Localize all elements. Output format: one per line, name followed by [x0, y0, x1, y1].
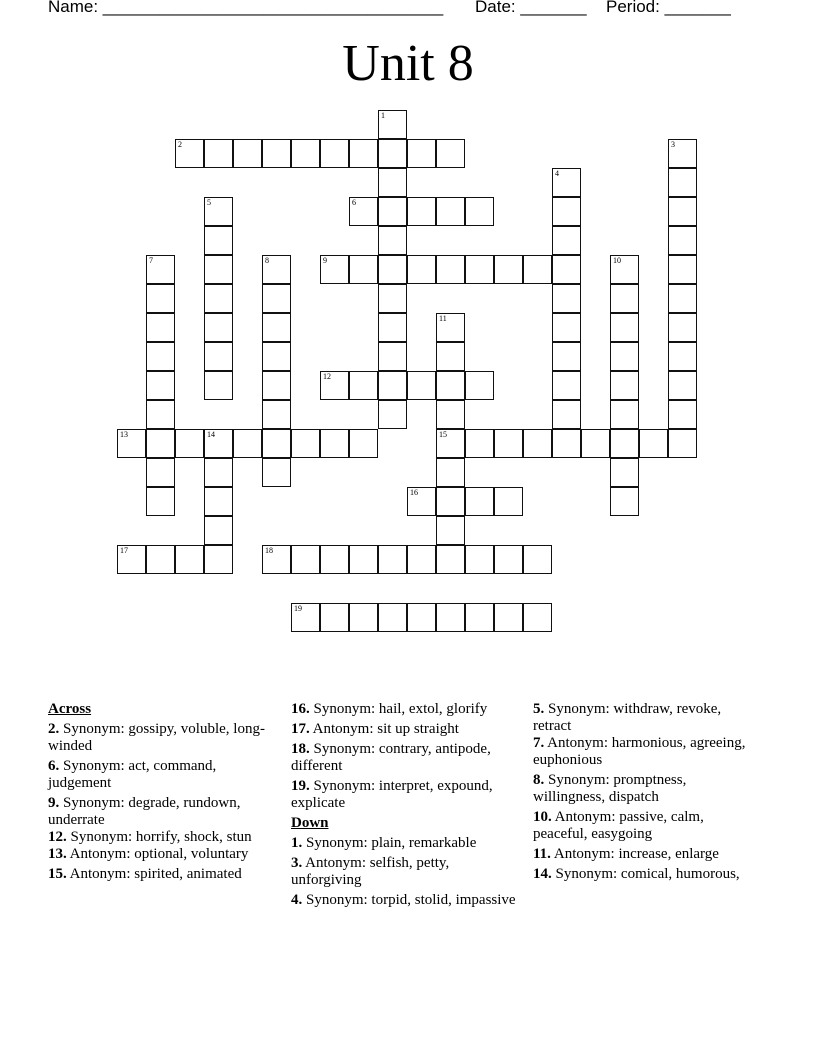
- crossword-cell[interactable]: [146, 429, 175, 458]
- crossword-cell[interactable]: [668, 371, 697, 400]
- crossword-cell[interactable]: [320, 603, 349, 632]
- crossword-cell[interactable]: [291, 603, 320, 632]
- crossword-cell[interactable]: [581, 429, 610, 458]
- crossword-cell[interactable]: [552, 400, 581, 429]
- crossword-cell[interactable]: [349, 255, 378, 284]
- crossword-cell[interactable]: [436, 487, 465, 516]
- crossword-cell[interactable]: [378, 342, 407, 371]
- crossword-cell[interactable]: [146, 313, 175, 342]
- crossword-cell[interactable]: [204, 197, 233, 226]
- crossword-cell[interactable]: [204, 429, 233, 458]
- crossword-cell[interactable]: [320, 545, 349, 574]
- crossword-cell[interactable]: [465, 371, 494, 400]
- clue-across-9: 9. Synonym: degrade, rundown, underrate: [48, 795, 241, 828]
- crossword-cell[interactable]: [262, 313, 291, 342]
- crossword-cell[interactable]: [668, 139, 697, 168]
- clue-number: 16: [410, 488, 418, 497]
- crossword-cell[interactable]: [494, 429, 523, 458]
- crossword-cell[interactable]: [204, 342, 233, 371]
- crossword-cell[interactable]: [291, 545, 320, 574]
- crossword-cell[interactable]: [349, 371, 378, 400]
- across-heading: Across: [48, 701, 92, 717]
- crossword-cell[interactable]: [552, 197, 581, 226]
- crossword-cell[interactable]: [610, 255, 639, 284]
- crossword-cell[interactable]: [233, 429, 262, 458]
- crossword-cell[interactable]: [465, 545, 494, 574]
- crossword-cell[interactable]: [436, 255, 465, 284]
- crossword-cell[interactable]: [407, 603, 436, 632]
- crossword-cell[interactable]: [204, 487, 233, 516]
- crossword-cell[interactable]: [146, 371, 175, 400]
- crossword-cell[interactable]: [378, 400, 407, 429]
- crossword-cell[interactable]: [204, 371, 233, 400]
- clue-number: 11: [439, 314, 447, 323]
- crossword-cell[interactable]: [552, 284, 581, 313]
- crossword-cell[interactable]: [436, 545, 465, 574]
- crossword-cell[interactable]: [349, 545, 378, 574]
- crossword-cell[interactable]: [465, 197, 494, 226]
- crossword-cell[interactable]: [378, 139, 407, 168]
- crossword-cell[interactable]: [436, 371, 465, 400]
- crossword-cell[interactable]: [610, 284, 639, 313]
- crossword-cell[interactable]: [378, 255, 407, 284]
- crossword-cell[interactable]: [175, 545, 204, 574]
- crossword-cell[interactable]: [407, 197, 436, 226]
- crossword-cell[interactable]: [436, 313, 465, 342]
- crossword-cell[interactable]: [668, 226, 697, 255]
- crossword-cell[interactable]: [523, 545, 552, 574]
- crossword-cell[interactable]: [378, 226, 407, 255]
- crossword-cell[interactable]: [407, 545, 436, 574]
- crossword-cell[interactable]: [378, 110, 407, 139]
- clue-down-5: 5. Synonym: withdraw, revoke, retract: [533, 701, 722, 734]
- crossword-cell[interactable]: [291, 139, 320, 168]
- crossword-cell[interactable]: [668, 255, 697, 284]
- crossword-cell[interactable]: [436, 603, 465, 632]
- crossword-cell[interactable]: [494, 255, 523, 284]
- clue-down-3: 3. Antonym: selfish, petty, unforgiving: [291, 855, 450, 888]
- crossword-cell[interactable]: [204, 284, 233, 313]
- crossword-cell[interactable]: [146, 342, 175, 371]
- crossword-cell[interactable]: [378, 313, 407, 342]
- crossword-cell[interactable]: [262, 458, 291, 487]
- crossword-cell[interactable]: [436, 516, 465, 545]
- crossword-cell[interactable]: [204, 226, 233, 255]
- crossword-cell[interactable]: [668, 313, 697, 342]
- crossword-cell[interactable]: [204, 255, 233, 284]
- crossword-cell[interactable]: [378, 284, 407, 313]
- crossword-cell[interactable]: [146, 255, 175, 284]
- crossword-cell[interactable]: [639, 429, 668, 458]
- clue-number: 19: [294, 604, 302, 613]
- crossword-cell[interactable]: [291, 429, 320, 458]
- clue-number: 1: [381, 111, 385, 120]
- crossword-cell[interactable]: [407, 487, 436, 516]
- crossword-cell[interactable]: [175, 429, 204, 458]
- crossword-cell[interactable]: [523, 603, 552, 632]
- crossword-cell[interactable]: [552, 255, 581, 284]
- crossword-cell[interactable]: [610, 487, 639, 516]
- clue-down-8: 8. Synonym: promptness, willingness, dispatch: [533, 772, 687, 805]
- clue-number: 10: [613, 256, 621, 265]
- crossword-cell[interactable]: [668, 342, 697, 371]
- crossword-cell[interactable]: [523, 255, 552, 284]
- crossword-cell[interactable]: [262, 284, 291, 313]
- clue-number: 7: [149, 256, 153, 265]
- clue-across-19: 19. Synonym: interpret, expound, explicate: [291, 778, 493, 811]
- crossword-cell[interactable]: [552, 429, 581, 458]
- crossword-cell[interactable]: [262, 545, 291, 574]
- clue-number: 13: [120, 430, 128, 439]
- crossword-cell[interactable]: [668, 400, 697, 429]
- crossword-cell[interactable]: [494, 487, 523, 516]
- crossword-grid: [117, 110, 717, 650]
- name-field-label[interactable]: Name: ____________________________________: [48, 0, 444, 16]
- crossword-cell[interactable]: [407, 139, 436, 168]
- crossword-cell[interactable]: [320, 371, 349, 400]
- clue-number: 5: [207, 198, 211, 207]
- clue-number: 17: [120, 546, 128, 555]
- clue-number: 18: [265, 546, 273, 555]
- crossword-cell[interactable]: [204, 516, 233, 545]
- crossword-cell[interactable]: [465, 429, 494, 458]
- crossword-cell[interactable]: [320, 429, 349, 458]
- clue-down-4: 4. Synonym: torpid, stolid, impassive: [291, 892, 516, 908]
- clue-number: 14: [207, 430, 215, 439]
- clue-across-17: 17. Antonym: sit up straight: [291, 721, 459, 737]
- crossword-cell[interactable]: [175, 139, 204, 168]
- crossword-cell[interactable]: [668, 197, 697, 226]
- clues-column-1: [48, 701, 273, 886]
- crossword-cell[interactable]: [436, 458, 465, 487]
- crossword-cell[interactable]: [610, 313, 639, 342]
- crossword-cell[interactable]: [610, 342, 639, 371]
- clue-down-10: 10. Antonym: passive, calm, peaceful, easygoing: [533, 809, 704, 842]
- crossword-cell[interactable]: [465, 255, 494, 284]
- clue-across-18: 18. Synonym: contrary, antipode, different: [291, 741, 491, 774]
- crossword-cell[interactable]: [610, 400, 639, 429]
- clues-column-2: [291, 701, 516, 912]
- crossword-cell[interactable]: [262, 371, 291, 400]
- clue-down-11: 11. Antonym: increase, enlarge: [533, 846, 719, 862]
- clue-across-16: 16. Synonym: hail, extol, glorify: [291, 701, 488, 717]
- crossword-cell[interactable]: [407, 371, 436, 400]
- crossword-cell[interactable]: [436, 197, 465, 226]
- crossword-cell[interactable]: [146, 284, 175, 313]
- crossword-cell[interactable]: [610, 429, 639, 458]
- crossword-cell[interactable]: [610, 371, 639, 400]
- period-field-label[interactable]: Period: _______: [606, 0, 731, 16]
- crossword-cell[interactable]: [523, 429, 552, 458]
- crossword-cell[interactable]: [204, 139, 233, 168]
- crossword-cell[interactable]: [262, 342, 291, 371]
- crossword-cell[interactable]: [204, 458, 233, 487]
- crossword-cell[interactable]: [146, 400, 175, 429]
- crossword-cell[interactable]: [262, 400, 291, 429]
- clue-down-1: 1. Synonym: plain, remarkable: [291, 835, 477, 851]
- crossword-cell[interactable]: [146, 545, 175, 574]
- crossword-cell[interactable]: [117, 429, 146, 458]
- crossword-cell[interactable]: [436, 342, 465, 371]
- crossword-cell[interactable]: [146, 487, 175, 516]
- clue-number: 4: [555, 169, 559, 178]
- crossword-cell[interactable]: [668, 284, 697, 313]
- clue-down-7: 7. Antonym: harmonious, agreeing, euphonious: [533, 735, 746, 768]
- crossword-cell[interactable]: [262, 429, 291, 458]
- crossword-cell[interactable]: [378, 603, 407, 632]
- crossword-cell[interactable]: [494, 545, 523, 574]
- crossword-cell[interactable]: [349, 197, 378, 226]
- crossword-cell[interactable]: [262, 139, 291, 168]
- crossword-cell[interactable]: [378, 168, 407, 197]
- crossword-cell[interactable]: [436, 139, 465, 168]
- clue-across-15: 15. Antonym: spirited, animated: [48, 866, 242, 882]
- clue-across-12: 12. Synonym: horrify, shock, stun: [48, 829, 252, 845]
- clue-number: 3: [671, 140, 675, 149]
- page-title: Unit 8: [342, 35, 474, 92]
- clue-across-2: 2. Synonym: gossipy, voluble, long-winded: [48, 721, 265, 754]
- clue-down-14: 14. Synonym: comical, humorous,: [533, 866, 740, 882]
- crossword-cell[interactable]: [204, 313, 233, 342]
- crossword-cell[interactable]: [378, 197, 407, 226]
- crossword-cell[interactable]: [349, 603, 378, 632]
- crossword-cell[interactable]: [552, 226, 581, 255]
- clue-number: 9: [323, 256, 327, 265]
- crossword-cell[interactable]: [378, 371, 407, 400]
- clues-column-3: [533, 701, 758, 886]
- crossword-cell[interactable]: [320, 139, 349, 168]
- crossword-cell[interactable]: [668, 429, 697, 458]
- crossword-cell[interactable]: [552, 342, 581, 371]
- crossword-cell[interactable]: [146, 458, 175, 487]
- crossword-cell[interactable]: [552, 313, 581, 342]
- crossword-cell[interactable]: [349, 139, 378, 168]
- crossword-cell[interactable]: [668, 168, 697, 197]
- crossword-cell[interactable]: [117, 545, 146, 574]
- clue-across-13: 13. Antonym: optional, voluntary: [48, 846, 249, 862]
- crossword-cell[interactable]: [465, 603, 494, 632]
- clue-number: 8: [265, 256, 269, 265]
- crossword-cell[interactable]: [552, 371, 581, 400]
- crossword-cell[interactable]: [436, 400, 465, 429]
- crossword-cell[interactable]: [465, 487, 494, 516]
- crossword-cell[interactable]: [349, 429, 378, 458]
- crossword-cell[interactable]: [552, 168, 581, 197]
- crossword-cell[interactable]: [494, 603, 523, 632]
- crossword-cell[interactable]: [262, 255, 291, 284]
- clue-across-6: 6. Synonym: act, command, judgement: [48, 758, 217, 791]
- clue-number: 6: [352, 198, 356, 207]
- crossword-cell[interactable]: [233, 139, 262, 168]
- clue-number: 2: [178, 140, 182, 149]
- crossword-cell[interactable]: [320, 255, 349, 284]
- date-field-label[interactable]: Date: _______: [475, 0, 587, 16]
- crossword-cell[interactable]: [610, 458, 639, 487]
- crossword-cell[interactable]: [436, 429, 465, 458]
- down-heading: Down: [291, 815, 329, 831]
- crossword-cell[interactable]: [204, 545, 233, 574]
- clue-number: 12: [323, 372, 331, 381]
- clue-number: 15: [439, 430, 447, 439]
- crossword-cell[interactable]: [407, 255, 436, 284]
- crossword-cell[interactable]: [378, 545, 407, 574]
